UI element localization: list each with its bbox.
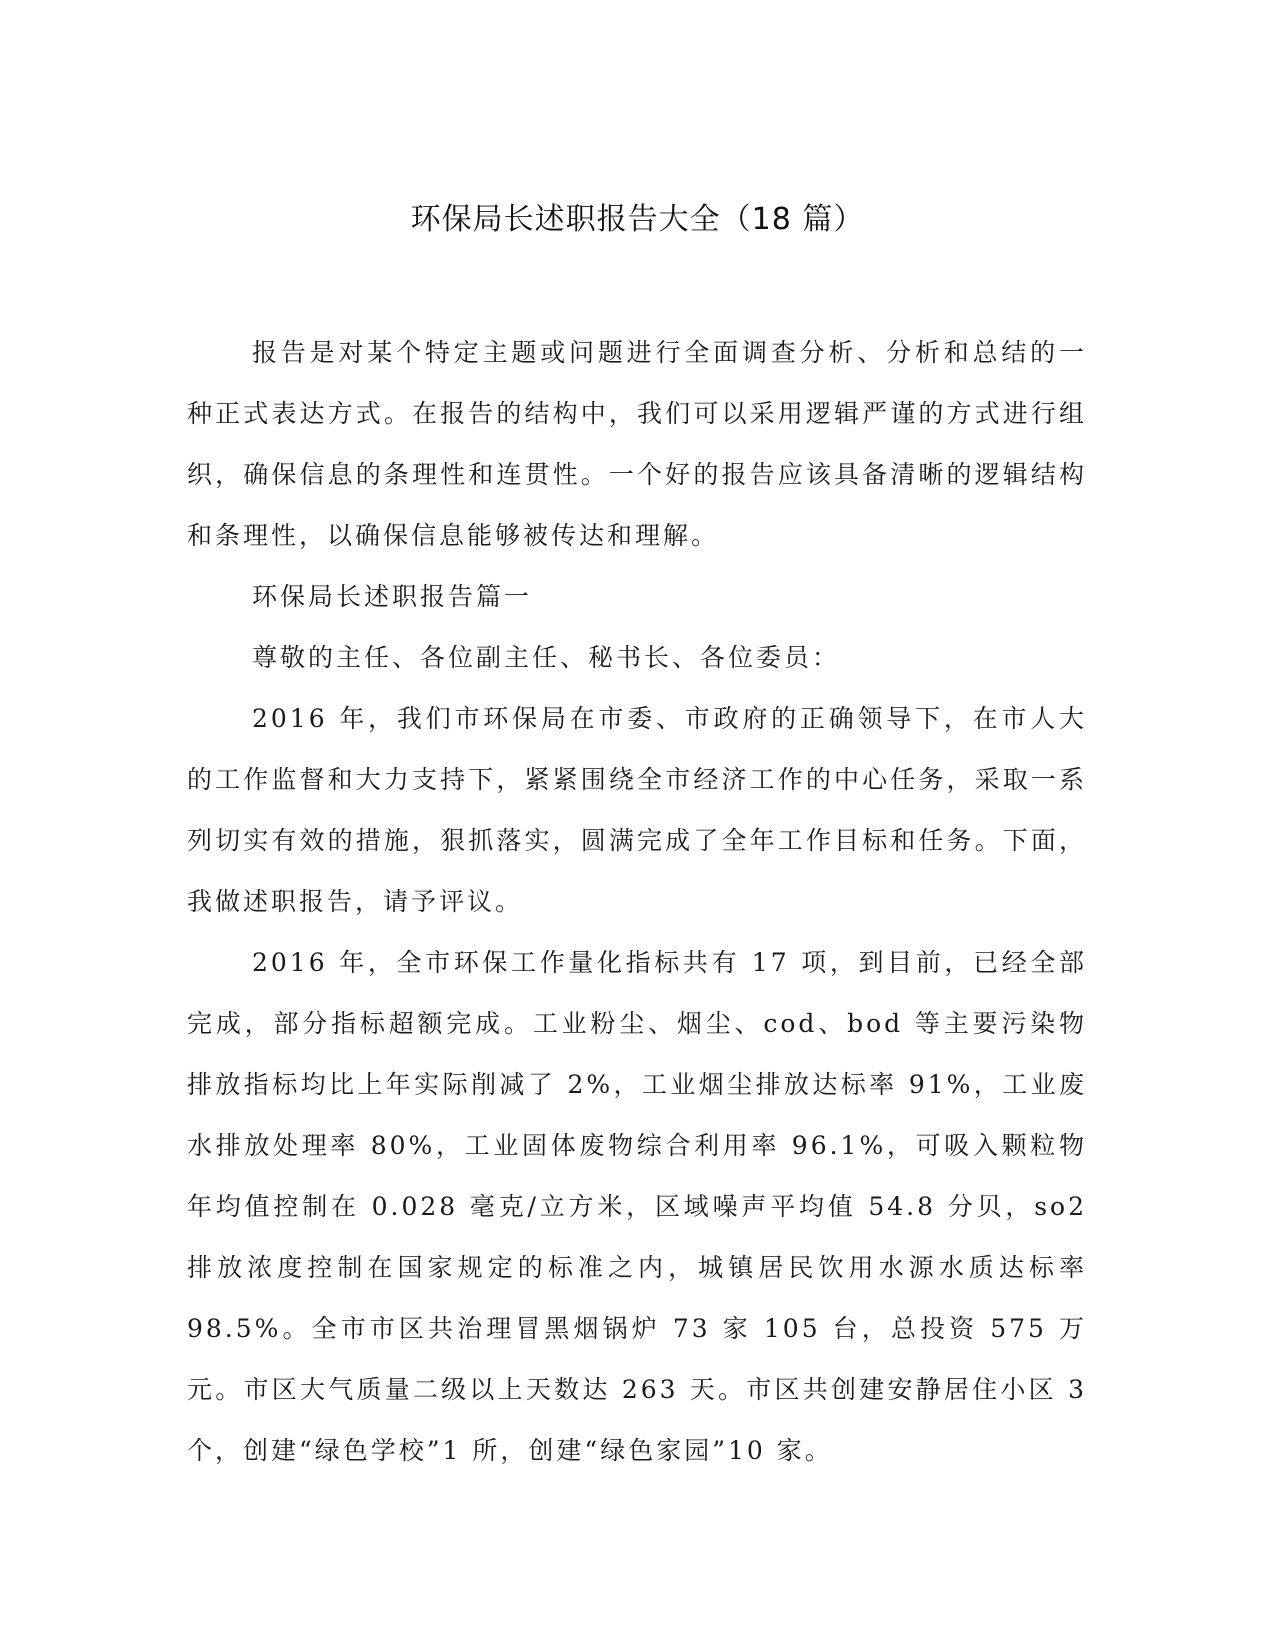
- salutation: 尊敬的主任、各位副主任、秘书长、各位委员：: [252, 643, 841, 672]
- body-paragraph: 2016 年，我们市环保局在市委、市政府的正确领导下，在市人大的工作监督和大力支持下，紧紧围绕全市经济工作的中心任务，采取一系列切实有效的措施，狠抓落实，圆满完成了全年工作目标和任务。下面，我做述职报告，请予评议。: [187, 704, 1087, 916]
- body-paragraph: 2016 年，全市环保工作量化指标共有 17 项，到目前，已经全部完成，部分指标超额完成。工业粉尘、烟尘、cod、bod 等主要污染物排放指标均比上年实际削减了 2%，工业烟尘排放达标率 91%，工业废水排放处理率 80%，工业固体废物综合利用率 96.1%，可吸入颗粒物年均值控制在 0.028 毫克/立方米，区域噪声平均值 54.8 分贝，so2 排放浓度控制在国家规定的标准之内，城镇居民饮用水源水质达标率 98.5%。全市市区共治理冒黑烟锅炉 73 家 105 台，总投资 575 万元。市区大气质量二级以上天数达 263 天。市区共创建安静居住小区 3 个，创建“绿色学校”1 所，创建“绿色家园”10 家。: [187, 948, 1087, 1465]
- document-title: 环保局长述职报告大全（18 篇）: [410, 202, 865, 237]
- section-heading: 环保局长述职报告篇一: [252, 582, 533, 611]
- document-body: [187, 322, 1087, 1481]
- intro-paragraph: 报告是对某个特定主题或问题进行全面调查分析、分析和总结的一种正式表达方式。在报告的结构中，我们可以采用逻辑严谨的方式进行组织，确保信息的条理性和连贯性。一个好的报告应该具备清晰的逻辑结构和条理性，以确保信息能够被传达和理解。: [187, 338, 1087, 550]
